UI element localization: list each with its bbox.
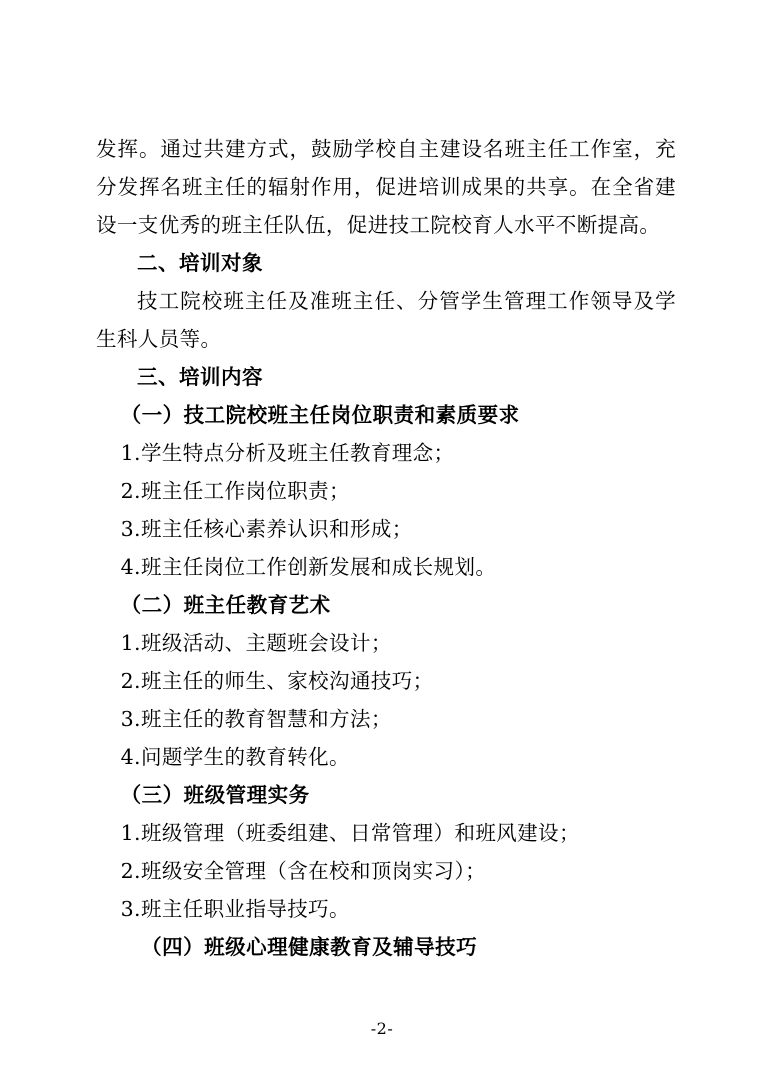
list-item: 2.班级安全管理（含在校和顶岗实习）；: [120, 859, 487, 883]
list-item: 4.班主任岗位工作创新发展和成长规划。: [120, 555, 497, 579]
list-item: 3.班主任核心素养认识和形成；: [120, 517, 413, 541]
list-item: 3.班主任的教育智慧和方法；: [120, 707, 392, 731]
list-item: 2.班主任的师生、家校沟通技巧；: [120, 669, 434, 693]
list-item: 1.班级管理（班委组建、日常管理）和班风建设；: [120, 821, 580, 845]
list-item: 1.班级活动、主题班会设计；: [120, 631, 392, 655]
list-item: 2.班主任工作岗位职责；: [120, 479, 350, 503]
list-item: 3.班主任职业指导技巧。: [120, 897, 350, 921]
heading-section-three: 三、培训内容: [137, 365, 263, 389]
heading-section-two: 二、培训对象: [137, 251, 263, 275]
heading-subsection-three: （三）班级管理实务: [120, 783, 310, 807]
paragraph-continuation: 发挥。通过共建方式，鼓励学校自主建设名班主任工作室，充分发挥名班主任的辐射作用，促进培训成果的共享。在全省建设一支优秀的班主任队伍，促进技工院校育人水平不断提高。: [96, 137, 676, 237]
paragraph-training-audience: 技工院校班主任及准班主任、分管学生管理工作领导及学生科人员等。: [96, 289, 676, 351]
heading-subsection-one: （一）技工院校班主任岗位职责和素质要求: [120, 403, 520, 427]
heading-subsection-two: （二）班主任教育艺术: [120, 593, 331, 617]
page-number: -2-: [370, 1019, 394, 1038]
list-item: 1.学生特点分析及班主任教育理念；: [120, 441, 455, 465]
document-body: [96, 130, 676, 966]
heading-subsection-four: （四）班级心理健康教育及辅导技巧: [141, 935, 478, 959]
list-item: 4.问题学生的教育转化。: [120, 745, 350, 769]
